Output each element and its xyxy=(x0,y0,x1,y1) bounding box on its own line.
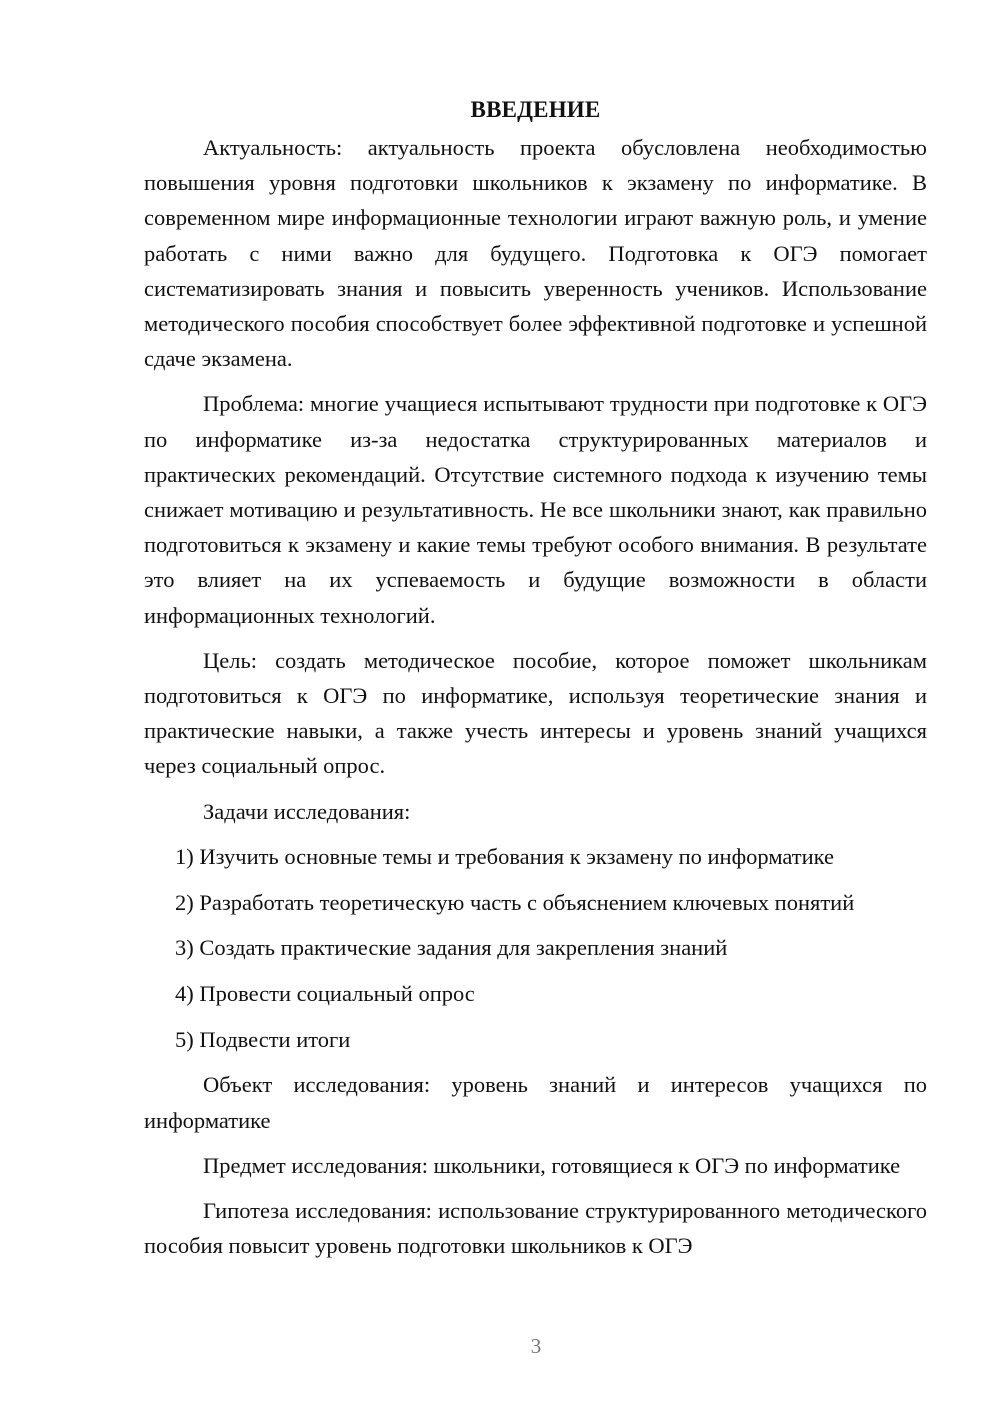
paragraph-goal: Цель: создать методическое пособие, которое поможет школьникам подготовиться к ОГЭ по информатике, используя теоретические знания и практические навыки, а также учесть интересы и уровень знаний учащихся через социальный опрос. xyxy=(144,647,927,779)
paragraph-problem: Проблема: многие учащиеся испытывают трудности при подготовке к ОГЭ по информатике из-за недостатка структурированных материалов и практических рекомендаций. Отсутствие системного подхода к изучению темы снижает мотивацию и результативность. Не все школьники знают, как правильно подготовиться к экзамену и какие темы требуют особого внимания. В результате это влияет на их успеваемость и будущие возможности в области информационных технологий. xyxy=(144,391,927,628)
paragraph-relevance: Актуальность: актуальность проекта обусловлена необходимостью повышения уровня подготовки школьников к экзамену по информатике. В современном мире информационные технологии играют важную роль, и умение работать с ними важно для будущего. Подготовка к ОГЭ помогает систематизировать знания и повысить уверенность учеников. Использование методического пособия способствует более эффективной подготовке и успешной сдаче экзамена. xyxy=(144,135,927,372)
task-item: 5) Подвести итоги xyxy=(175,1026,351,1052)
section-heading: ВВЕДЕНИЕ xyxy=(470,97,601,122)
tasks-title: Задачи исследования: xyxy=(203,798,411,824)
task-list xyxy=(144,839,927,1057)
paragraph-object: Объект исследования: уровень знаний и интересов учащихся по информатике xyxy=(144,1072,927,1133)
task-item: 2) Разработать теоретическую часть с объяснением ключевых понятий xyxy=(175,889,855,915)
task-item: 4) Провести социальный опрос xyxy=(175,980,475,1006)
page-content xyxy=(144,90,927,1273)
paragraph-hypothesis: Гипотеза исследования: использование структурированного методического пособия повысит уровень подготовки школьников к ОГЭ xyxy=(144,1197,927,1259)
task-item: 3) Создать практические задания для закрепления знаний xyxy=(175,935,728,961)
task-item: 1) Изучить основные темы и требования к экзамену по информатике xyxy=(175,843,835,869)
page-number: 3 xyxy=(530,1334,542,1358)
paragraph-subject: Предмет исследования: школьники, готовящиеся к ОГЭ по информатике xyxy=(203,1152,901,1178)
